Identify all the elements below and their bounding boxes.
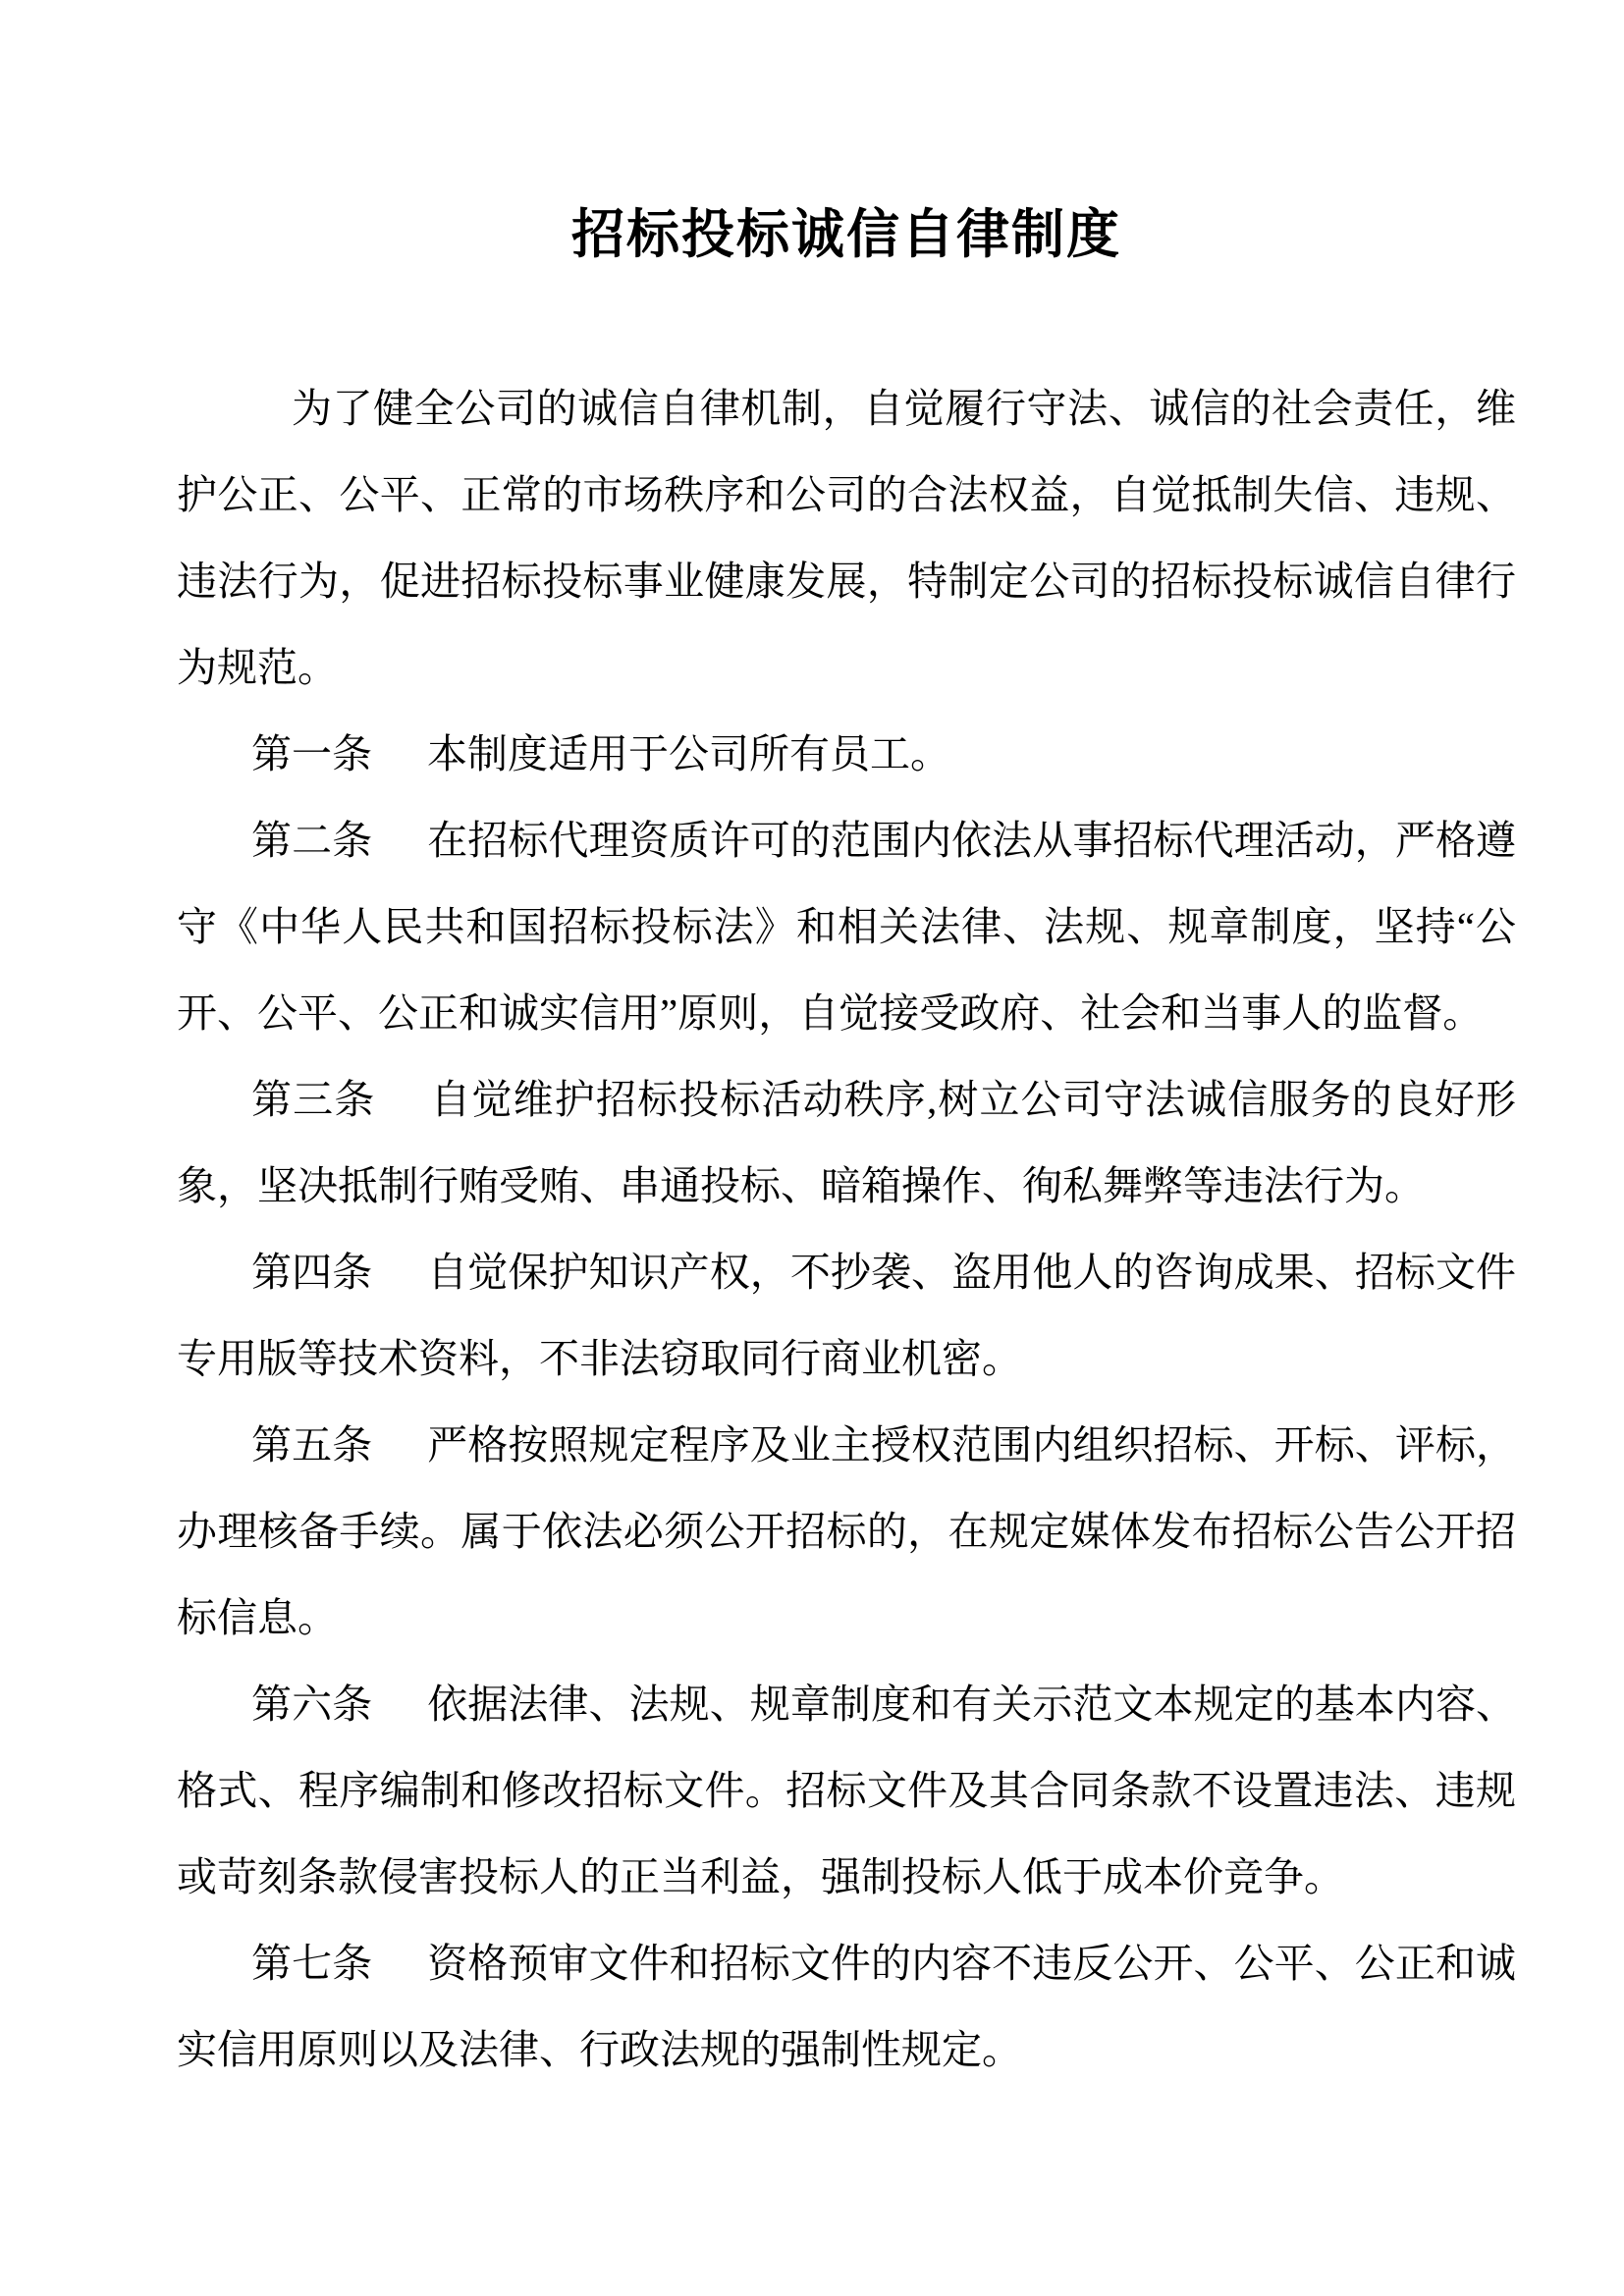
article-number: 第四条 — [251, 1250, 373, 1295]
article-paragraph — [177, 1661, 1516, 1920]
intro-paragraph: 为了健全公司的诚信自律机制，自觉履行守法、诚信的社会责任，维护公正、公平、正常的市场秩序和公司的合法权益，自觉抵制失信、违规、违法行为，促进招标投标事业健康发展，特制定公司的招标投标诚信自律行为规范。 — [177, 386, 1516, 690]
article-text: 自觉保护知识产权，不抄袭、盗用他人的咨询成果、招标文件专用版等技术资料，不非法窃取同行商业机密。 — [177, 1250, 1517, 1381]
article-text: 本制度适用于公司所有员工。 — [427, 731, 950, 776]
document-content — [177, 0, 1516, 2093]
article-paragraph — [177, 797, 1516, 1056]
article-number: 第六条 — [251, 1682, 373, 1727]
article-text: 依据法律、法规、规章制度和有关示范文本规定的基本内容、格式、程序编制和修改招标文件。招标文件及其合同条款不设置违法、违规或苛刻条款侵害投标人的正当利益，强制投标人低于成本价竞争。 — [177, 1682, 1517, 1899]
article-number: 第五条 — [251, 1422, 373, 1468]
article-number: 第二条 — [251, 818, 373, 863]
article-text: 自觉维护招标投标活动秩序,树立公司守法诚信服务的良好形象，坚决抵制行贿受贿、串通投标、暗箱操作、徇私舞弊等违法行为。 — [177, 1077, 1516, 1208]
article-text: 资格预审文件和招标文件的内容不违反公开、公平、公正和诚实信用原则以及法律、行政法规的强制性规定。 — [177, 1941, 1517, 2072]
article-paragraph — [177, 711, 1516, 797]
article-paragraph — [177, 1056, 1516, 1229]
article-paragraph — [177, 1920, 1516, 2093]
document-title: 招标投标诚信自律制度 — [571, 205, 1121, 264]
article-text: 严格按照规定程序及业主授权范围内组织招标、开标、评标，办理核备手续。属于依法必须公开招标的，在规定媒体发布招标公告公开招标信息。 — [177, 1422, 1517, 1640]
article-paragraph — [177, 1229, 1516, 1402]
article-number: 第一条 — [251, 731, 372, 776]
article-paragraph — [177, 1402, 1516, 1661]
articles-list — [177, 711, 1516, 2093]
article-number: 第三条 — [251, 1077, 376, 1122]
document-body — [177, 365, 1516, 2093]
article-number: 第七条 — [251, 1941, 373, 1986]
article-text: 在招标代理资质许可的范围内依法从事招标代理活动，严格遵守《中华人民共和国招标投标法》和相关法律、法规、规章制度，坚持“公开、公平、公正和诚实信用”原则，自觉接受政府、社会和当事人的监督。 — [177, 818, 1517, 1036]
